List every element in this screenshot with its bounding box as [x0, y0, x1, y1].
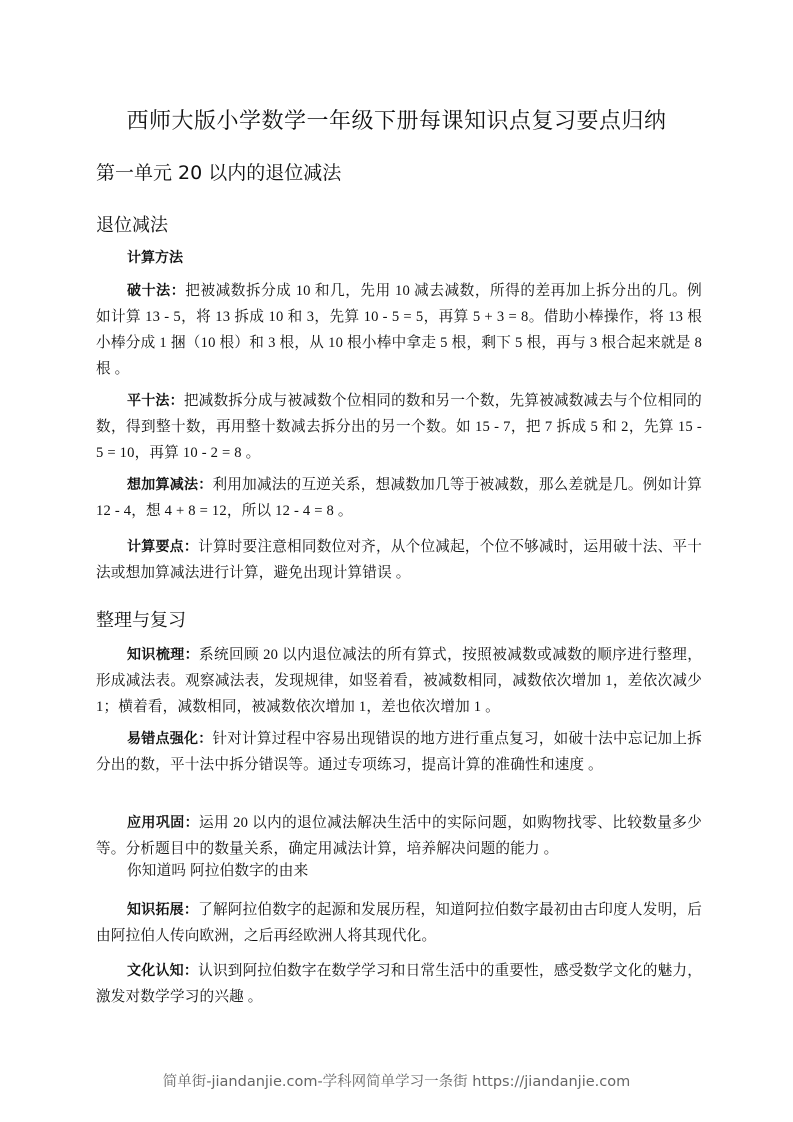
paragraph-text: 计算时要注意相同数位对齐，从个位减起，个位不够减时，运用破十法、平十法或想加算减法进行计算，避免出现计算错误 。 — [96, 539, 702, 581]
paragraph-label: 平十法： — [127, 393, 184, 409]
paragraph-text: 你知道吗 阿拉伯数字的由来 — [127, 863, 309, 879]
subheading-calculation-methods: 计算方法 — [127, 250, 183, 266]
paragraph-label: 破十法： — [127, 283, 186, 299]
paragraph-text: 运用 20 以内的退位减法解决生活中的实际问题，如购物找零、比较数量多少等。分析题目中的数量关系，确定用减法计算，培养解决问题的能力 。 — [96, 815, 703, 857]
unit-heading: 第一单元 20 以内的退位减法 — [96, 162, 342, 184]
paragraph-application — [96, 810, 702, 862]
paragraph-text: 针对计算过程中容易出现错误的地方进行重点复习，如破十法中忘记加上拆分出的数，平十法中拆分错误等。通过专项练习，提高计算的准确性和速度 。 — [96, 731, 702, 773]
paragraph-text: 系统回顾 20 以内退位减法的所有算式，按照被减数或减数的顺序进行整理，形成减法表。观察减法表，发现规律，如竖着看，被减数相同，减数依次增加 1，差依次减少 1；横着看，减数相同，被减数依次增加 1，差也依次增加 1 。 — [96, 647, 703, 715]
paragraph-label: 想加算减法： — [127, 477, 213, 493]
paragraph-ping-shi-fa — [96, 388, 702, 466]
paragraph-xiang-jia-suan-jian — [96, 472, 702, 524]
paragraph-label: 知识梳理： — [127, 647, 200, 663]
paragraph-label: 应用巩固： — [127, 815, 200, 831]
paragraph-text: 把被减数拆分成 10 和几，先用 10 减去减数，所得的差再加上拆分出的几。例如计算 13 - 5，将 13 拆成 10 和 3，先算 10 - 5 = 5，再算 5 + 3 = 8。借助小棒操作，将 13 根小棒分成 1 捆（10 根）和 3 根，从 10 根小棒中拿走 5 根，剩下 5 根，再与 3 根合起来就是 8 根 。 — [96, 283, 702, 377]
paragraph-text: 把减数拆分成与被减数个位相同的数和另一个数，先算被减数减去与个位相同的数，得到整十数，再用整十数减去拆分出的另一个数。如 15 - 7，把 7 拆成 5 和 2，先算 15 - 5 = 10，再算 10 - 2 = 8 。 — [96, 393, 702, 461]
section-heading-review: 整理与复习 — [96, 610, 186, 631]
paragraph-knowledge-extension — [96, 897, 702, 949]
paragraph-knowledge-sorting — [96, 642, 702, 720]
paragraph-po-shi-fa — [96, 278, 702, 382]
paragraph-label: 知识拓展： — [127, 902, 199, 918]
paragraph-label: 易错点强化： — [127, 731, 213, 747]
paragraph-label: 计算要点： — [127, 539, 199, 555]
paragraph-error-points — [96, 726, 702, 778]
paragraph-did-you-know — [96, 858, 702, 884]
paragraph-text: 利用加减法的互逆关系，想减数加几等于被减数，那么差就是几。例如计算 12 - 4，想 4 + 8 = 12，所以 12 - 4 = 8 。 — [96, 477, 702, 519]
paragraph-label: 文化认知： — [127, 963, 199, 979]
footer-watermark: 简单街-jiandanjie.com-学科网简单学习一条街 https://jiandanjie.com — [162, 1074, 631, 1090]
paragraph-cultural-awareness — [96, 958, 702, 1010]
paragraph-calculation-points — [96, 534, 702, 586]
section-heading-subtraction: 退位减法 — [96, 215, 168, 236]
paragraph-text: 认识到阿拉伯数字在数学学习和日常生活中的重要性，感受数学文化的魅力，激发对数学学习的兴趣 。 — [96, 963, 702, 1005]
document-title: 西师大版小学数学一年级下册每课知识点复习要点归纳 — [126, 109, 667, 134]
paragraph-text: 了解阿拉伯数字的起源和发展历程，知道阿拉伯数字最初由古印度人发明，后由阿拉伯人传向欧洲，之后再经欧洲人将其现代化。 — [96, 902, 702, 944]
